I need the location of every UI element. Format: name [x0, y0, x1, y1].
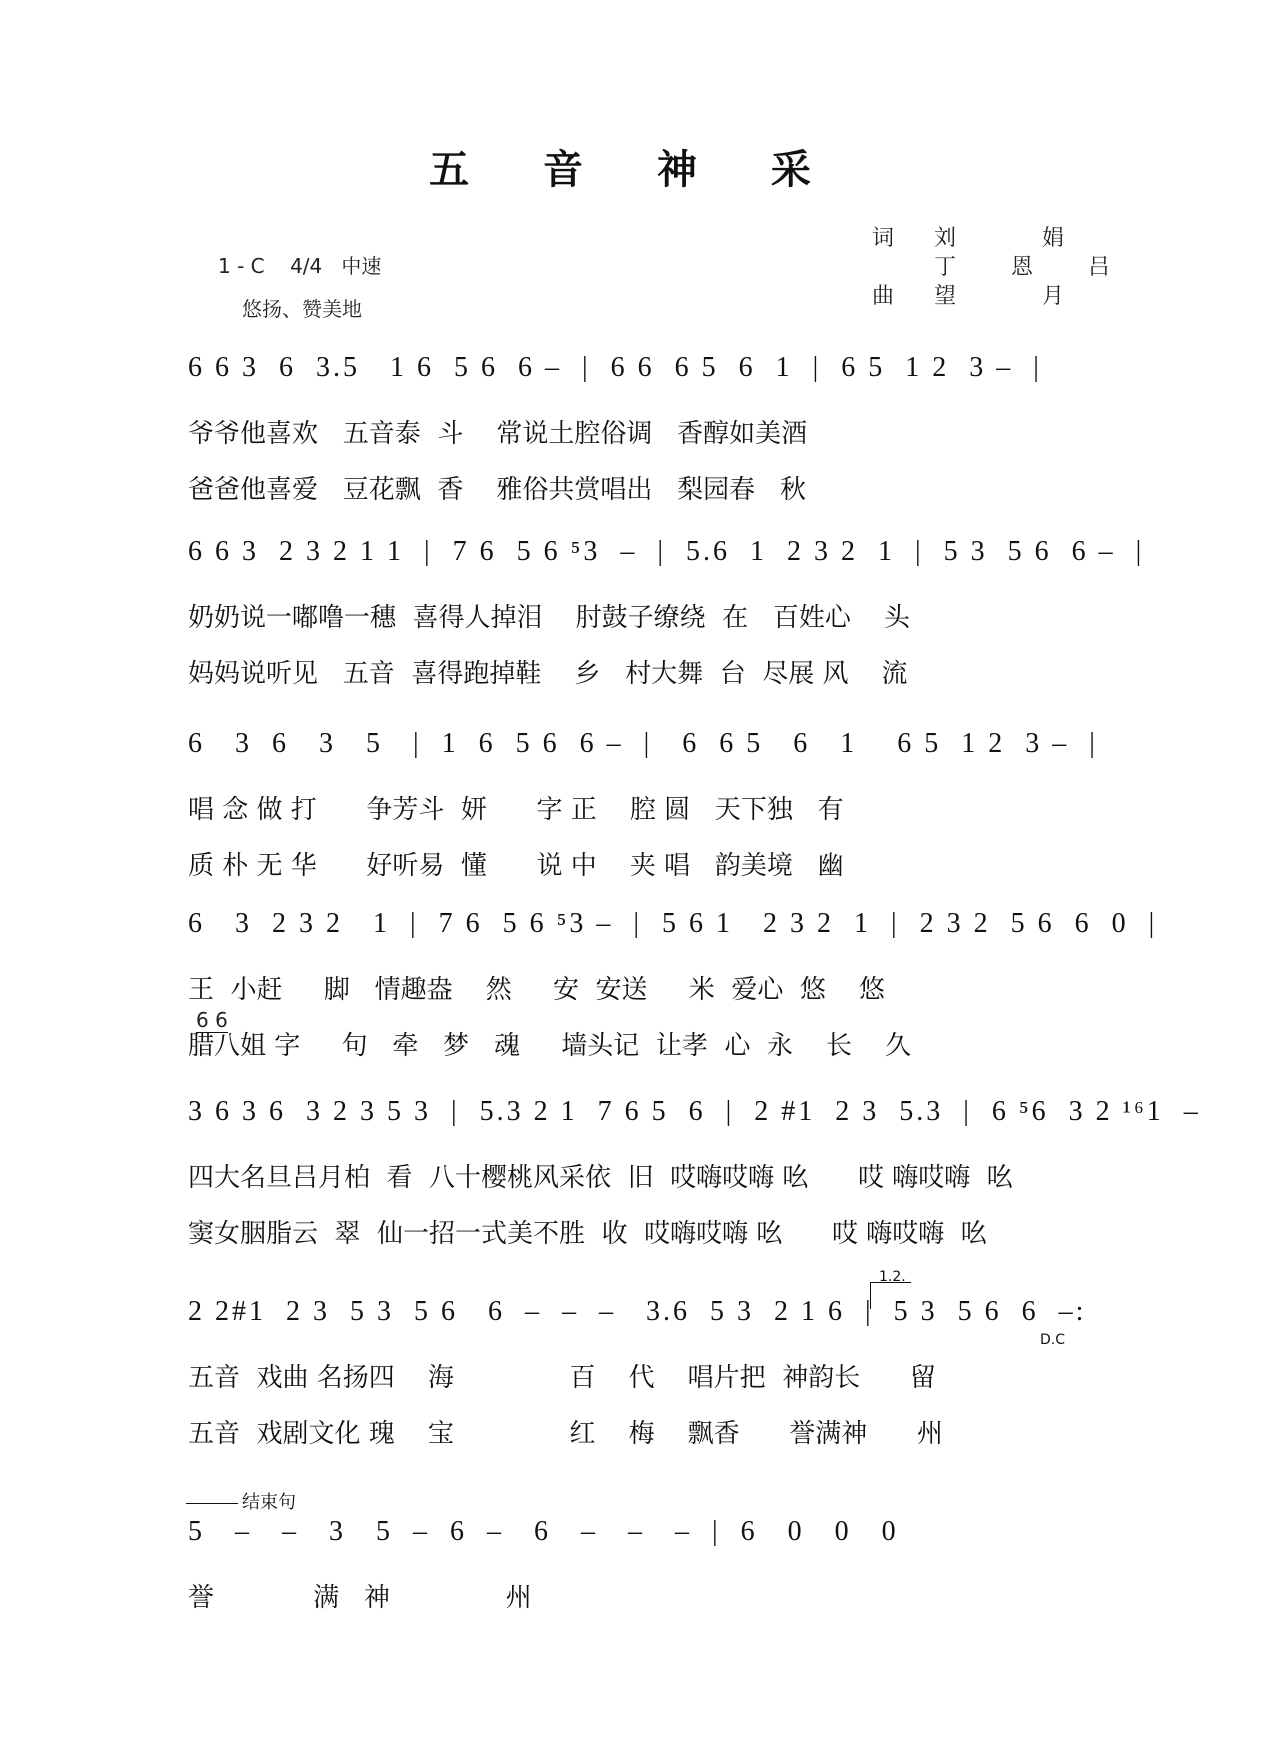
lyric-verse-2: 腊八姐 字 句 牵 梦 魂 墙头记 让孝 心 永 长 久 [188, 1031, 911, 1061]
ending-label: 结束句 [186, 1488, 296, 1514]
lyric-verse-2: 五音 戏剧文化 瑰 宝 红 梅 飘香 誉满神 州 [188, 1419, 943, 1449]
credit-composer: 曲 望 月 [872, 284, 1088, 309]
lyric-verse-1: 五音 戏曲 名扬四 海 百 代 唱片把 神韵长 留 [188, 1363, 936, 1393]
repeat-mark: D.C [1040, 1332, 1066, 1348]
score-system-2 [188, 536, 1145, 702]
lyric-verse-1: 奶奶说一嘟噜一穗 喜得人掉泪 肘鼓子缭绕 在 百姓心 头 [188, 603, 910, 633]
score-system-ending [188, 1492, 1068, 1626]
tempo-marking: 中速 [341, 254, 382, 278]
notation-line: 5 – – 3 5 – 6 – 6 – – – | 6 0 0 0 [188, 1516, 899, 1547]
lyric-verse-1: 四大名旦吕月柏 看 八十樱桃风采依 旧 哎嗨哎嗨 吆 哎 嗨哎嗨 吆 [188, 1163, 1013, 1193]
score-meta [218, 250, 381, 322]
credits [872, 224, 1134, 311]
lyric-verse-1: 誉 满 神 州 [188, 1583, 532, 1613]
notation-line: 3 6 3 6 3 2 3 5 3 | 5.3 2 1 7 6 5 6 | 2 #1 2 3 5.3 | 6 ⁵6 3 2 ¹⁶1 – [188, 1096, 1201, 1127]
expression-marking: 悠扬、赞美地 [242, 297, 362, 321]
notation-line: 6 6 3 2 3 2 1 1 | 7 6 5 6 ⁵3 – | 5.6 1 2 3 2 1 | 5 3 5 6 6 – | [188, 536, 1145, 567]
credit-co-lyricist: 丁 恩 吕 [934, 255, 1134, 280]
volta-bracket: 1.2. [870, 1282, 911, 1309]
credit-lyricist: 词 刘 娟 [872, 226, 1088, 251]
key-tempo-line [218, 250, 381, 279]
notation-line: 6 3 2 3 2 1 | 7 6 5 6 ⁵3 – | 5 6 1 2 3 2 1 | 2 3 2 5 6 6 0 | [188, 908, 1158, 939]
time-signature: 4/4 [290, 254, 323, 278]
score-system-4 [188, 908, 1158, 1074]
notation-line: 6 3 6 3 5 | 1 6 5 6 6 – | 6 6 5 6 1 6 5 1 2 3 – | [188, 728, 1098, 759]
lyric-verse-2: 质 朴 无 华 好听易 懂 说 中 夹 唱 韵美境 幽 [188, 851, 844, 881]
lyric-verse-2: 爸爸他喜爱 豆花飘 香 雅俗共赏唱出 梨园春 秋 [188, 475, 806, 505]
notation-line: 6 6 3 6 3.5 1 6 5 6 6 – | 6 6 6 5 6 1 | 6 5 1 2 3 – | [188, 352, 1042, 383]
lyric-verse-2: 窦女胭脂云 翠 仙一招一式美不胜 收 哎嗨哎嗨 吆 哎 嗨哎嗨 吆 [188, 1219, 987, 1249]
song-title: 五 音 神 采 [429, 146, 841, 193]
lyric-verse-1: 爷爷他喜欢 五音泰 斗 常说土腔俗调 香醇如美酒 [188, 419, 808, 449]
lyric-verse-1: 唱 念 做 打 争芳斗 妍 字 正 腔 圆 天下独 有 [188, 795, 844, 825]
score-system-5 [188, 1096, 1201, 1262]
notation-line: 2 2#1 2 3 5 3 5 6 6 – – – 3.6 5 3 2 1 6 | 5 3 5 6 6 –: [188, 1296, 1087, 1327]
key-signature: 1 - C [218, 254, 265, 278]
lyric-verse-2: 妈妈说听见 五音 喜得跑掉鞋 乡 村大舞 台 尽展 风 流 [188, 659, 908, 689]
sub-notation: 6 6 [196, 1008, 228, 1032]
lyric-verse-1: 王 小赶 脚 情趣盎 然 安 安送 米 爱心 悠 悠 [188, 975, 885, 1005]
score-system-1 [188, 352, 1068, 518]
score-system-6 [188, 1269, 1087, 1462]
score-system-3 [188, 728, 1098, 894]
